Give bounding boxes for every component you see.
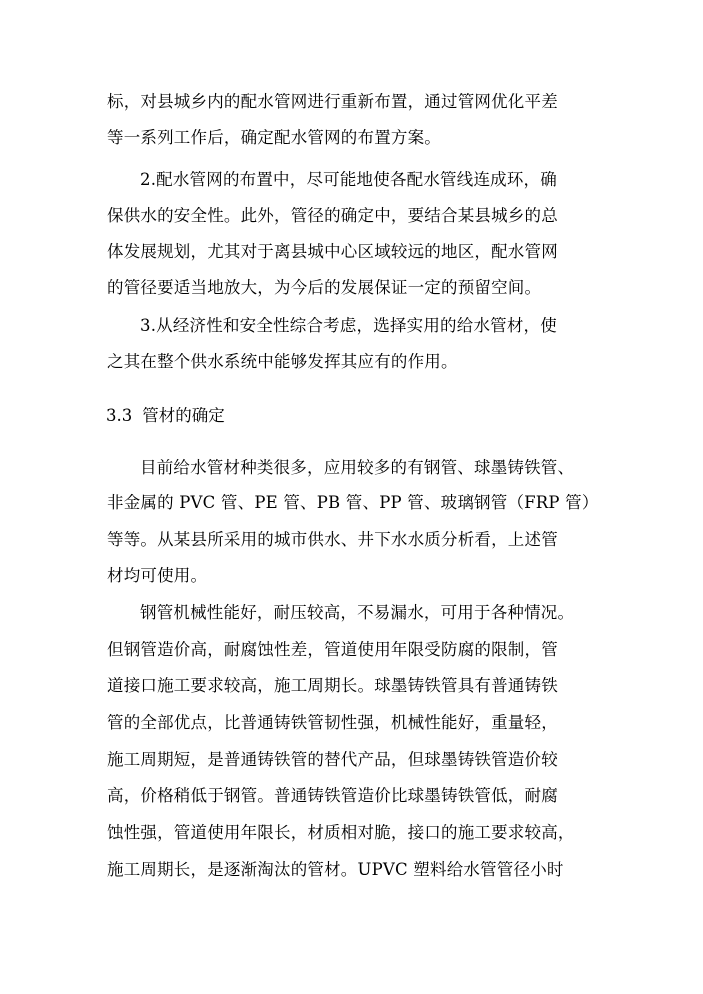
text-line: 施工周期短，是普通铸铁管的替代产品，但球墨铸铁管造价较 <box>107 750 558 769</box>
text-line: 目前给水管材种类很多，应用较多的有钢管、球墨铸铁管、 <box>140 458 575 477</box>
section-title: 管材的确定 <box>142 406 225 425</box>
section-heading <box>106 406 225 426</box>
text-line: 钢管机械性能好，耐压较高，不易漏水，可用于各种情况。 <box>140 603 575 622</box>
text-line: 蚀性强，管道使用年限长，材质相对脆，接口的施工要求较高， <box>107 823 575 842</box>
text-line: 材均可使用。 <box>107 566 208 585</box>
text-line: 施工周期长，是逐渐淘汰的管材。UPVC 塑料给水管管径小时 <box>107 860 564 879</box>
text-line: 的管径要适当地放大，为今后的发展保证一定的预留空间。 <box>107 278 542 297</box>
section-number: 3.3 <box>106 406 133 425</box>
text-line: 之其在整个供水系统中能够发挥其应有的作用。 <box>107 352 458 371</box>
text-line: 管的全部优点，比普通铸铁管韧性强，机械性能好，重量轻， <box>107 713 558 732</box>
text-line: 标，对县城乡内的配水管网进行重新布置，通过管网优化平差 <box>107 92 558 111</box>
text-line: 等等。从某县所采用的城市供水、井下水水质分析看，上述管 <box>107 530 558 549</box>
text-line: 但钢管造价高，耐腐蚀性差，管道使用年限受防腐的限制，管 <box>107 640 558 659</box>
text-line: 体发展规划，尤其对于离县城中心区域较远的地区，配水管网 <box>107 242 558 261</box>
text-line: 道接口施工要求较高，施工周期长。球墨铸铁管具有普通铸铁 <box>107 676 558 695</box>
text-line: 非金属的 PVC 管、PE 管、PB 管、PP 管、玻璃钢管（FRP 管） <box>107 493 599 512</box>
text-line: 3.从经济性和安全性综合考虑，选择实用的给水管材，使 <box>140 316 557 335</box>
text-line: 2.配水管网的布置中，尽可能地使各配水管线连成环，确 <box>140 170 557 189</box>
text-line: 保供水的安全性。此外，管径的确定中，要结合某县城乡的总 <box>107 206 558 225</box>
text-line: 等一系列工作后，确定配水管网的布置方案。 <box>107 128 441 147</box>
text-line: 高，价格稍低于钢管。普通铸铁管造价比球墨铸铁管低，耐腐 <box>107 786 558 805</box>
